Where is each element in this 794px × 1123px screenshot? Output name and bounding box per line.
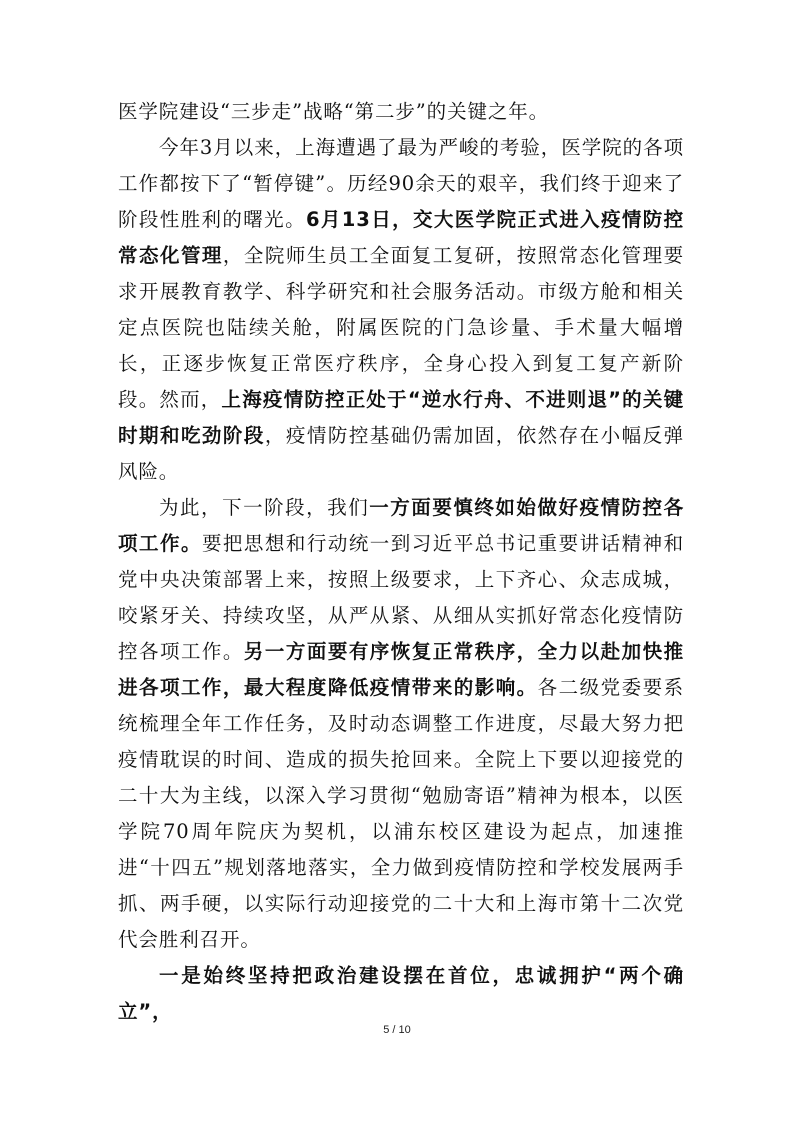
text-run: 为此，下一阶段，我们: [159, 496, 370, 519]
text-run: 医学院建设“三步走”战略“第二步”的关键之年。: [118, 100, 550, 123]
bold-text-run: 另一方面要有序恢复正常秩序，全力以赴加快推进各项工作，最大程度降低疫情带来的影响。: [118, 640, 684, 699]
document-body: [118, 94, 684, 1030]
text-run: 今年3月以来，上海遭遇了最为严峻的考验，医学院的各项工作都按下了“暂停键”。历经90余天的艰辛，我们终于迎来了阶段性胜利的曙光。: [118, 136, 684, 231]
paragraph: [118, 958, 684, 1030]
paragraph: [118, 490, 684, 958]
text-run: ，全院师生员工全面复工复研，按照常态化管理要求开展教育教学、科学研究和社会服务活动。市级方舱和相关定点医院也陆续关舱，附属医院的门急诊量、手术量大幅增长，正逐步恢复正常医疗秩序，全身心投入到复工复产新阶段。然而，: [118, 244, 684, 411]
text-run: 各二级党委要系统梳理全年工作任务，及时动态调整工作进度，尽最大努力把疫情耽误的时间、造成的损失抢回来。全院上下要以迎接党的二十大为主线，以深入学习贯彻“勉励寄语”精神为根本，以医学院70周年院庆为契机，以浦东校区建设为起点，加速推进“十四五”规划落地落实，全力做到疫情防控和学校发展两手抓、两手硬，以实际行动迎接党的二十大和上海市第十二次党代会胜利召开。: [118, 676, 684, 951]
paragraph: [118, 94, 684, 130]
bold-text-run: 一方面要慎终如始做好疫情防控各项工作。: [118, 496, 684, 555]
paragraph: [118, 130, 684, 490]
text-run: ，疫情防控基础仍需加固，依然存在小幅反弹风险。: [118, 424, 684, 483]
bold-text-run: 6月13日，交大医学院正式进入疫情防控常态化管理: [118, 208, 684, 267]
page-number: 5 / 10: [383, 1024, 411, 1036]
bold-text-run: 上海疫情防控正处于“逆水行舟、不进则退”的关键时期和吃劲阶段: [118, 388, 684, 447]
bold-text-run: 一是始终坚持把政治建设摆在首位，忠诚拥护“两个确立”，: [118, 964, 684, 1023]
text-run: 要把思想和行动统一到习近平总书记重要讲话精神和党中央决策部署上来，按照上级要求，上下齐心、众志成城，咬紧牙关、持续攻坚，从严从紧、从细从实抓好常态化疫情防控各项工作。: [118, 532, 684, 663]
